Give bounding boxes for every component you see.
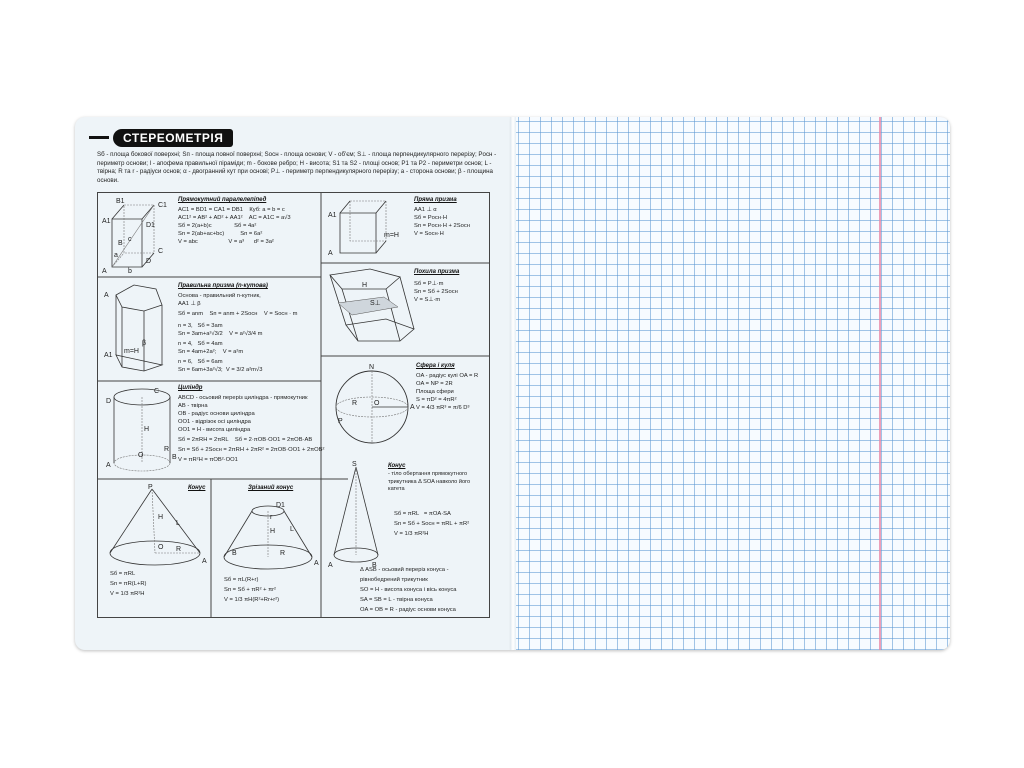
- oblique-prism-formula-2: Sп = Sб + 2Sосн: [414, 289, 458, 295]
- spine: [510, 117, 516, 650]
- frustum-label-rr: R: [280, 550, 286, 557]
- cylinder-formula-5: OO1 = H - висота циліндра: [178, 427, 251, 433]
- frustum-label-l: L: [290, 526, 294, 533]
- sphere-label-r: R: [352, 400, 358, 407]
- right-prism-formula-3: Sп = Pосн·H + 2Sосн: [414, 223, 470, 229]
- label-a-side: a: [114, 252, 118, 259]
- open-notebook: [75, 117, 950, 650]
- cylinder-drawing: [104, 385, 184, 479]
- cone-formula-1: Sб = πRL: [110, 571, 136, 577]
- frustum-drawing: [214, 493, 322, 581]
- oblique-prism-label-h: H: [362, 282, 368, 289]
- cylinder-formula-7: Sп = Sб + 2Sосн = 2πRH + 2πR² = 2πOB·OO1 + 2πOB²: [178, 447, 325, 453]
- sphere-label-n: N: [369, 364, 375, 371]
- regular-prism-title: Правильна призма (n-кутова): [178, 283, 268, 289]
- cone-formula-3: V = 1/3 πR²H: [110, 591, 145, 597]
- rotation-cone-note-2: рівнобедрений трикутник: [360, 577, 428, 583]
- graph-paper-page: [512, 117, 950, 650]
- parallelepiped-formula-4: Sп = 2(ab+ac+bc) Sп = 6a²: [178, 231, 263, 237]
- label-a: A: [102, 268, 107, 275]
- regular-prism-formula-6: n = 4, Sб = 4am: [178, 341, 223, 347]
- parallelepiped-formula-2: AC1² = AB² + AD² + AA1² AC = A1C = a√3: [178, 215, 291, 221]
- regular-prism-formula-5: Sп = 3am+a²√3/2 V = a²√3/4 m: [178, 331, 263, 337]
- sphere-formula-5: V = 4/3 πR³ = π/6 D³: [416, 405, 470, 411]
- regular-prism-formula-9: Sп = 6am+3a²√3; V = 3/2 a²m√3: [178, 367, 263, 373]
- rotation-cone-label-s: S: [352, 461, 357, 468]
- frustum-formula-2: Sп = Sб + πR² + πr²: [224, 587, 276, 593]
- regular-prism-formula-3: Sб = anm Sп = anm + 2Sосн V = Sосн · m: [178, 311, 298, 317]
- oblique-prism-title: Похила призма: [414, 269, 460, 275]
- cone-label-a: A: [202, 558, 207, 565]
- cylinder-label-r: R: [164, 446, 170, 453]
- rotation-cone-note-3: SO = H - висота конуса і вісь конуса: [360, 587, 457, 593]
- label-d1: D1: [146, 222, 155, 229]
- frustum-label-b: B: [232, 550, 237, 557]
- cylinder-formula-3: OB - радіус основи циліндра: [178, 411, 255, 417]
- legend-text: Sб - площа бокової поверхні; Sп - площа повної поверхні; Sосн - площа основи; V - об'єм; S⊥ - площа перпендикулярного перерізу; Pосн - периметр основи; l - апофема правильної піраміди; m - бокове ребро; H - висота; S1 та S2 - площі основ; P1 та P2 - периметри основ; L - твірна; R та r - радіуси основ; α - двогранний кут при основі; P⊥ - периметр перпендикулярного перерізу; a - сторона основи; β - площина основи.: [97, 151, 497, 184]
- oblique-prism-label-sperp: S⊥: [370, 300, 381, 307]
- cylinder-label-b: B: [172, 454, 177, 461]
- sphere-formula-1: OA - радіус кулі OA = R: [416, 373, 479, 379]
- formula-grid: [97, 192, 490, 618]
- label-c1: C1: [158, 202, 167, 209]
- header-rule: [89, 136, 109, 139]
- regular-prism-label-mh: m=H: [124, 348, 139, 355]
- cone-label-h: H: [158, 514, 164, 521]
- page-title: СТЕРЕОМЕТРІЯ: [113, 129, 233, 147]
- frustum-title: Зрізаний конус: [248, 485, 294, 491]
- oblique-prism-formula-1: Sб = P⊥·m: [414, 281, 444, 287]
- right-prism-formula-1: AA1 ⊥ α: [414, 207, 437, 213]
- frustum-label-d1: D1: [276, 502, 285, 509]
- right-prism-drawing: [326, 197, 406, 259]
- label-b1: B1: [116, 198, 125, 205]
- cone-label-l: L: [176, 520, 180, 527]
- label-d: D: [146, 258, 152, 265]
- frustum-formula-3: V = 1/3 πH(R²+Rr+r²): [224, 597, 280, 603]
- regular-prism-formula-7: Sп = 4am+2a²; V = a²m: [178, 349, 244, 355]
- regular-prism-formula-8: n = 6, Sб = 6am: [178, 359, 223, 365]
- label-b: B: [118, 240, 123, 247]
- label-c-side: c: [128, 236, 132, 243]
- cylinder-formula-1: ABCD - осьовий переріз циліндра - прямокутник: [178, 395, 308, 401]
- right-prism-label-a1: A1: [328, 212, 337, 219]
- frustum-formula-1: Sб = πL(R+r): [224, 577, 259, 583]
- label-c: C: [158, 248, 164, 255]
- parallelepiped-drawing: [102, 197, 172, 275]
- regular-prism-formula-4: n = 3, Sб = 3am: [178, 323, 223, 329]
- right-prism-title: Пряма призма: [414, 197, 457, 203]
- sphere-title: Сфера і куля: [416, 363, 455, 369]
- rotation-cone-subtitle: - тіло обертання прямокутного трикутника Δ SOA навколо його катета: [388, 471, 471, 493]
- sphere-formula-3: Площа сфери: [416, 389, 454, 395]
- cylinder-label-a: A: [106, 462, 111, 469]
- right-prism-label-mh: m=H: [384, 232, 399, 239]
- frustum-label-a: A: [314, 560, 319, 567]
- rotation-cone-formula-1: Sб = πRL = πOA·SA: [394, 511, 451, 517]
- cylinder-formula-6: Sб = 2πRH = 2πRL Sб = 2·πOB·OO1 = 2πOB·AB: [178, 437, 313, 443]
- frustum-label-h: H: [270, 528, 276, 535]
- cylinder-label-h: H: [144, 426, 150, 433]
- rotation-cone-label-b: B: [372, 562, 377, 569]
- sphere-formula-4: S = πD² = 4πR²: [416, 397, 457, 403]
- cylinder-label-d: D: [106, 398, 112, 405]
- cone-drawing: [102, 483, 210, 575]
- right-prism-formula-4: V = Sосн·H: [414, 231, 444, 237]
- regular-prism-label-a: A: [104, 292, 109, 299]
- parallelepiped-title: Прямокутний паралелепіпед: [178, 197, 267, 203]
- cone-title: Конус: [188, 485, 206, 491]
- rotation-cone-note-4: SA = SB = L - твірна конуса: [360, 597, 433, 603]
- cone-label-p: P: [148, 484, 153, 491]
- oblique-prism-formula-3: V = S⊥·m: [414, 297, 441, 303]
- parallelepiped-formula-5: V = abc V = a³ d² = 3a²: [178, 239, 274, 245]
- right-prism-formula-2: Sб = Pосн·H: [414, 215, 448, 221]
- formula-page: [75, 117, 512, 650]
- rotation-cone-drawing: [328, 459, 384, 575]
- regular-prism-formula-1: Основа - правильний n-кутник,: [178, 293, 261, 299]
- parallelepiped-formula-1: AC1 = BD1 = CA1 = DB1 Куб: a = b = c: [178, 207, 285, 213]
- regular-prism-formula-2: AA1 ⊥ β: [178, 301, 201, 307]
- cylinder-title: Циліндр: [178, 385, 203, 391]
- cylinder-label-o: O: [138, 452, 144, 459]
- parallelepiped-formula-3: Sб = 2(a+b)c Sб = 4a²: [178, 223, 257, 229]
- regular-prism-label-a1: A1: [104, 352, 113, 359]
- frustum-label-r: r: [270, 514, 273, 521]
- cone-label-o: O: [158, 544, 164, 551]
- regular-prism-drawing: [102, 281, 172, 377]
- right-prism-label-a: A: [328, 250, 333, 257]
- cylinder-formula-8: V = πR²H = πOB²·OO1: [178, 457, 238, 463]
- margin-line: [879, 117, 881, 650]
- rotation-cone-formula-3: V = 1/3 πR²H: [394, 531, 429, 537]
- sphere-label-p: P: [338, 418, 343, 425]
- cylinder-formula-2: AB - твірна: [178, 403, 208, 409]
- cylinder-formula-4: OO1 - відрізок осі циліндра: [178, 419, 251, 425]
- sphere-label-a: A: [410, 404, 415, 411]
- rotation-cone-label-a: A: [328, 562, 333, 569]
- rotation-cone-formula-2: Sп = Sб + Sосн = πRL + πR²: [394, 521, 470, 527]
- oblique-prism-drawing: [326, 267, 416, 353]
- sphere-formula-2: OA = NP = 2R: [416, 381, 453, 387]
- rotation-cone-title: Конус: [388, 463, 406, 469]
- sphere-drawing: [326, 359, 416, 455]
- rotation-cone-note-5: OA = OB = R - радіус основи конуса: [360, 607, 456, 613]
- sphere-label-o: O: [374, 400, 380, 407]
- section-header: [89, 129, 229, 145]
- regular-prism-label-beta: β: [142, 340, 147, 347]
- cone-label-r: R: [176, 546, 182, 553]
- cone-formula-2: Sп = πR(L+R): [110, 581, 147, 587]
- label-b-side: b: [128, 268, 132, 275]
- rotation-cone-note-1: Δ ASB - осьовий переріз конуса -: [360, 567, 449, 573]
- label-a1: A1: [102, 218, 111, 225]
- cylinder-label-c: C: [154, 388, 160, 395]
